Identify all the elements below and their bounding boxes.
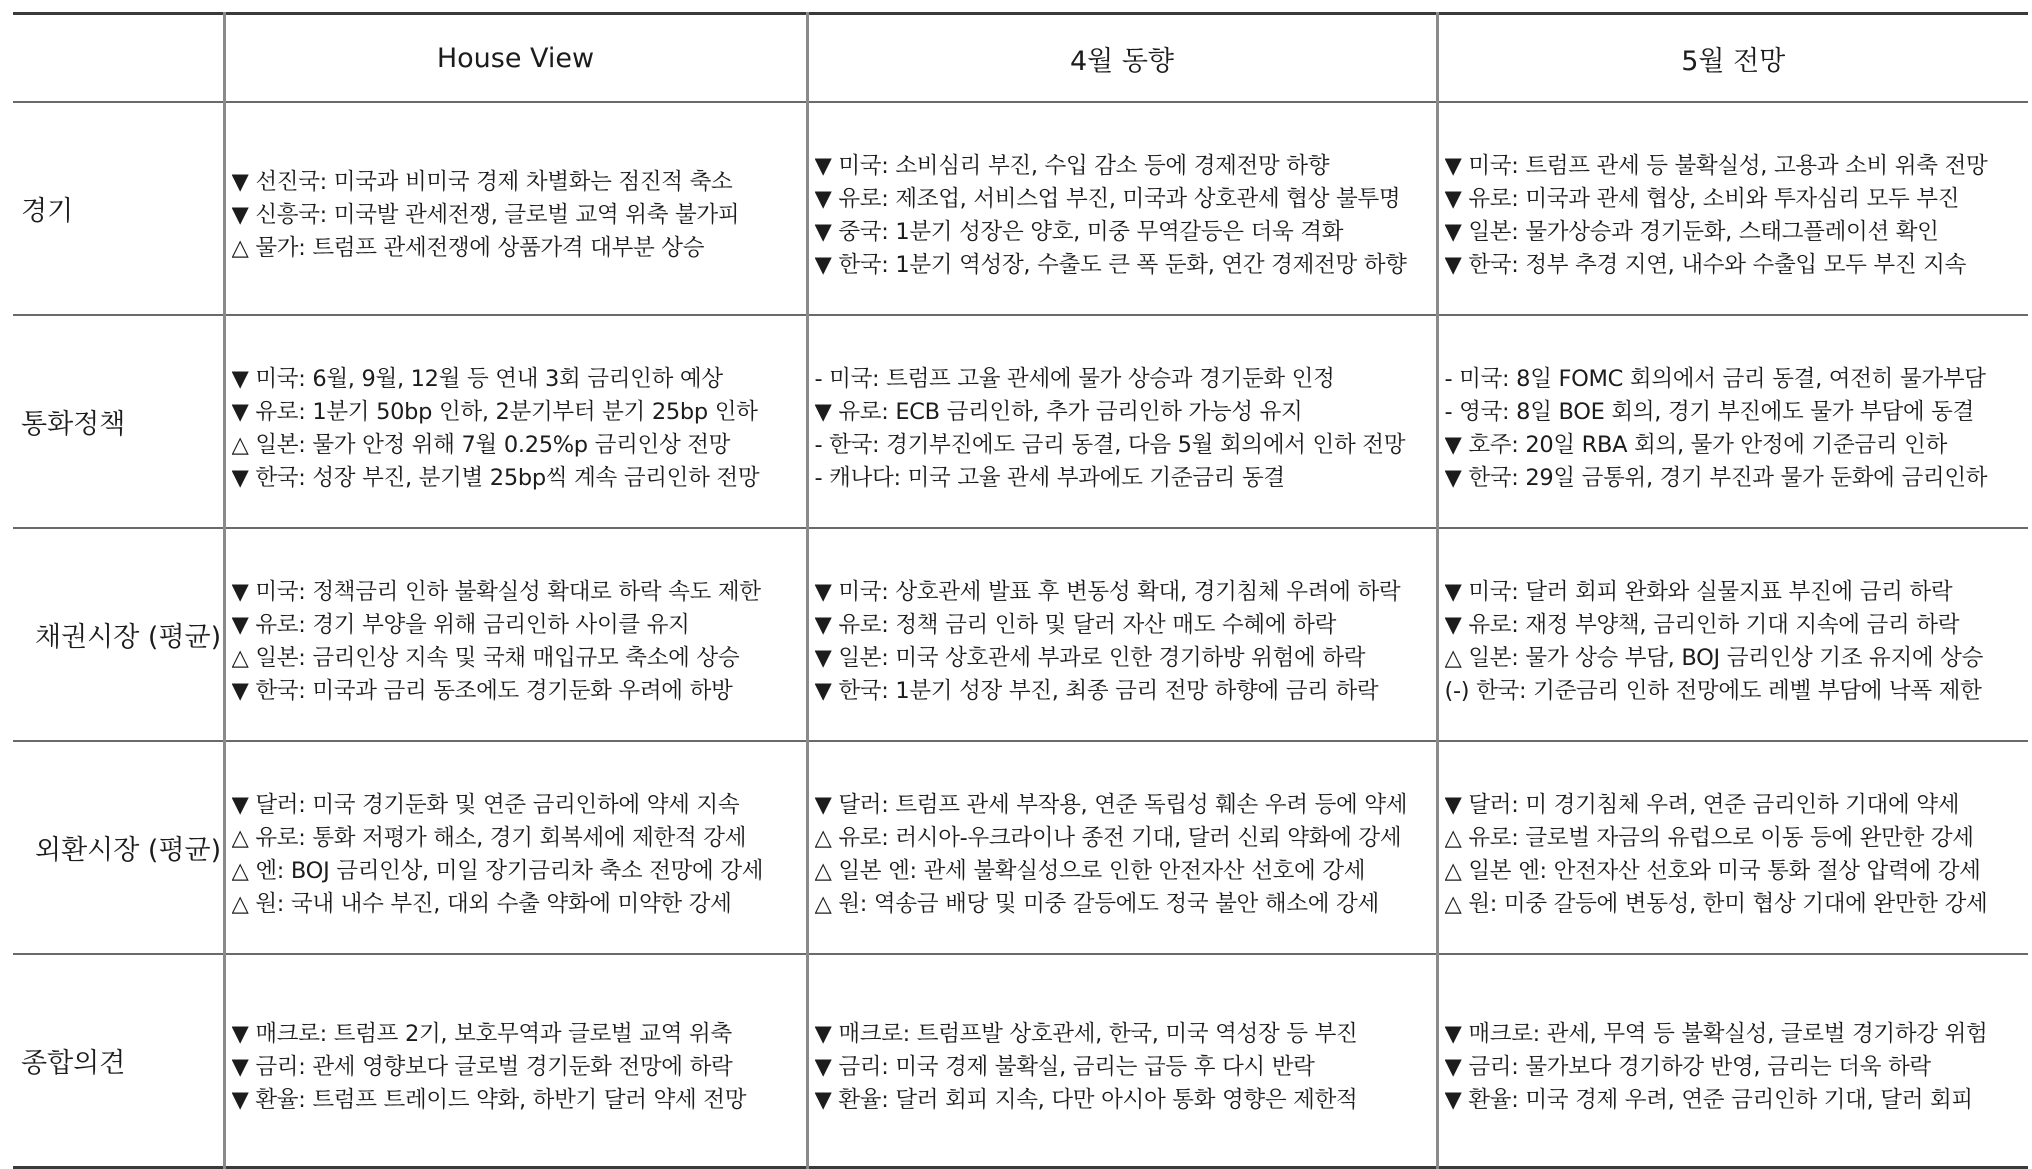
cell-line: △ 원: 국내 내수 부진, 대외 수출 약화에 미약한 강세 xyxy=(231,890,732,917)
cell-line: ▼ 매크로: 트럼프발 상호관세, 한국, 미국 역성장 등 부진 xyxy=(814,1021,1358,1047)
cell-line: ▼ 미국: 달러 회피 완화와 실물지표 부진에 금리 하락 xyxy=(1444,578,1953,605)
cell-line: ▼ 선진국: 미국과 비미국 경제 차별화는 점진적 축소 xyxy=(231,169,733,195)
row-label-summary: 종합의견 xyxy=(21,1048,126,1079)
header-april-trend: 4월 동향 xyxy=(807,14,1437,103)
cell-line: ▼ 환율: 트럼프 트레이드 약화, 하반기 달러 약세 전망 xyxy=(231,1087,747,1113)
header-row xyxy=(13,14,2028,103)
cell-line: ▼ 달러: 트럼프 관세 부작용, 연준 독립성 훼손 우려 등에 약세 xyxy=(814,791,1408,818)
cell-line: ▼ 달러: 미국 경기둔화 및 연준 금리인하에 약세 지속 xyxy=(231,791,740,818)
cell-line: △ 일본: 물가 안정 위해 7월 0.25%p 금리인상 전망 xyxy=(231,431,731,458)
cell-line: ▼ 유로: 1분기 50bp 인하, 2분기부터 분기 25bp 인하 xyxy=(231,398,758,425)
cell-line: ▼ 달러: 미 경기침체 우려, 연준 금리인하 기대에 약세 xyxy=(1444,791,1960,818)
cell-line: ▼ 호주: 20일 RBA 회의, 물가 안정에 기준금리 인하 xyxy=(1444,431,1948,458)
cell-line: △ 일본 엔: 안전자산 선호와 미국 통화 절상 압력에 강세 xyxy=(1444,857,1981,884)
table-cell xyxy=(807,528,1437,741)
table-cell xyxy=(1437,315,2028,528)
cell-line: ▼ 유로: 제조업, 서비스업 부진, 미국과 상호관세 협상 불투명 xyxy=(814,185,1401,212)
header-house-view: House View xyxy=(224,14,807,103)
cell-line: △ 원: 미중 갈등에 변동성, 한미 협상 기대에 완만한 강세 xyxy=(1444,890,1988,917)
cell-line: - 캐나다: 미국 고율 관세 부과에도 기준금리 동결 xyxy=(814,464,1285,491)
cell-line: △ 일본 엔: 관세 불확실성으로 인한 안전자산 선호에 강세 xyxy=(814,857,1366,884)
cell-line: ▼ 환율: 달러 회피 지속, 다만 아시아 통화 영향은 제한적 xyxy=(814,1087,1358,1113)
table-cell xyxy=(807,315,1437,528)
cell-line: △ 물가: 트럼프 관세전쟁에 상품가격 대부분 상승 xyxy=(231,235,705,261)
row-label-monetary-policy: 통화정책 xyxy=(13,315,224,528)
table-cell xyxy=(224,954,807,1168)
cell-line: ▼ 매크로: 관세, 무역 등 불확실성, 글로벌 경기하강 위험 xyxy=(1444,1021,1988,1047)
cell-line: - 미국: 트럼프 고율 관세에 물가 상승과 경기둔화 인정 xyxy=(814,365,1335,392)
table-row xyxy=(13,741,2028,954)
table-cell xyxy=(1437,741,2028,954)
cell-line: ▼ 환율: 미국 경제 우려, 연준 금리인하 기대, 달러 회피 xyxy=(1444,1087,1973,1113)
cell-line: (-) 한국: 기준금리 인하 전망에도 레벨 부담에 낙폭 제한 xyxy=(1444,677,1982,704)
cell-line: ▼ 한국: 29일 금통위, 경기 부진과 물가 둔화에 금리인하 xyxy=(1444,464,1988,491)
cell-line: △ 엔: BOJ 금리인상, 미일 장기금리차 축소 전망에 강세 xyxy=(231,857,764,884)
header-corner xyxy=(13,14,224,103)
cell-line: ▼ 금리: 관세 영향보다 글로벌 경기둔화 전망에 하락 xyxy=(231,1054,733,1080)
table-row xyxy=(13,954,2028,1168)
row-label-economy: 경기 xyxy=(13,102,224,315)
table-row xyxy=(13,315,2028,528)
cell-line: ▼ 금리: 물가보다 경기하강 반영, 금리는 더욱 하락 xyxy=(1444,1054,1931,1080)
table-row xyxy=(13,102,2028,315)
cell-line: ▼ 미국: 소비심리 부진, 수입 감소 등에 경제전망 하향 xyxy=(814,152,1330,179)
cell-line: - 한국: 경기부진에도 금리 동결, 다음 5월 회의에서 인하 전망 xyxy=(814,431,1406,458)
table-cell xyxy=(807,741,1437,954)
table-cell xyxy=(1437,102,2028,315)
cell-line: △ 유로: 글로벌 자금의 유럽으로 이동 등에 완만한 강세 xyxy=(1444,824,1974,851)
cell-line: ▼ 유로: 정책 금리 인하 및 달러 자산 매도 수혜에 하락 xyxy=(814,611,1337,638)
cell-line: ▼ 일본: 미국 상호관세 부과로 인한 경기하방 위험에 하락 xyxy=(814,644,1366,671)
cell-line: ▼ 유로: ECB 금리인하, 추가 금리인하 가능성 유지 xyxy=(814,398,1303,425)
table-cell xyxy=(224,102,807,315)
cell-line: ▼ 유로: 미국과 관세 협상, 소비와 투자심리 모두 부진 xyxy=(1444,185,1960,212)
row-label-fx-market: 외환시장 (평균) xyxy=(13,741,224,954)
row-label-bond-market: 채권시장 (평균) xyxy=(13,528,224,741)
cell-line: ▼ 유로: 경기 부양을 위해 금리인하 사이클 유지 xyxy=(231,611,690,638)
cell-line: ▼ 한국: 정부 추경 지연, 내수와 수출입 모두 부진 지속 xyxy=(1444,251,1967,278)
cell-line: ▼ 미국: 정책금리 인하 불확실성 확대로 하락 속도 제한 xyxy=(231,578,761,605)
cell-line: ▼ 한국: 미국과 금리 동조에도 경기둔화 우려에 하방 xyxy=(231,677,733,704)
cell-line: - 미국: 8일 FOMC 회의에서 금리 동결, 여전히 물가부담 xyxy=(1444,365,1986,392)
table-cell xyxy=(224,315,807,528)
cell-line: - 영국: 8일 BOE 회의, 경기 부진에도 물가 부담에 동결 xyxy=(1444,398,1975,425)
cell-line: ▼ 미국: 6월, 9월, 12월 등 연내 3회 금리인하 예상 xyxy=(231,365,723,392)
table-row xyxy=(13,528,2028,741)
cell-line: △ 유로: 러시아-우크라이나 종전 기대, 달러 신뢰 약화에 강세 xyxy=(814,824,1402,851)
table-cell xyxy=(1437,528,2028,741)
table-cell xyxy=(1437,954,2028,1168)
table-cell xyxy=(807,102,1437,315)
cell-line: △ 원: 역송금 배당 및 미중 갈등에도 정국 불안 해소에 강세 xyxy=(814,890,1379,917)
cell-line: ▼ 신흥국: 미국발 관세전쟁, 글로벌 교역 위축 불가피 xyxy=(231,202,740,228)
cell-line: ▼ 매크로: 트럼프 2기, 보호무역과 글로벌 교역 위축 xyxy=(231,1021,732,1047)
cell-line: ▼ 중국: 1분기 성장은 양호, 미중 무역갈등은 더욱 격화 xyxy=(814,218,1344,245)
cell-line: △ 유로: 통화 저평가 해소, 경기 회복세에 제한적 강세 xyxy=(231,824,747,851)
cell-line: △ 일본: 물가 상승 부담, BOJ 금리인상 기조 유지에 상승 xyxy=(1444,644,1984,671)
table-cell xyxy=(224,741,807,954)
cell-line: ▼ 미국: 트럼프 관세 등 불확실성, 고용과 소비 위축 전망 xyxy=(1444,152,1988,179)
table-cell xyxy=(224,528,807,741)
cell-line: ▼ 한국: 1분기 성장 부진, 최종 금리 전망 하향에 금리 하락 xyxy=(814,677,1379,704)
cell-line: ▼ 일본: 물가상승과 경기둔화, 스태그플레이션 확인 xyxy=(1444,218,1939,245)
cell-line: ▼ 한국: 성장 부진, 분기별 25bp씩 계속 금리인하 전망 xyxy=(231,464,760,491)
table-cell xyxy=(807,954,1437,1168)
header-may-outlook: 5월 전망 xyxy=(1437,14,2028,103)
cell-line: ▼ 금리: 미국 경제 불확실, 금리는 급등 후 다시 반락 xyxy=(814,1054,1315,1080)
cell-line: △ 일본: 금리인상 지속 및 국채 매입규모 축소에 상승 xyxy=(231,644,740,671)
cell-line: ▼ 유로: 재정 부양책, 금리인하 기대 지속에 금리 하락 xyxy=(1444,611,1960,638)
cell-line: ▼ 한국: 1분기 역성장, 수출도 큰 폭 둔화, 연간 경제전망 하향 xyxy=(814,251,1407,278)
outlook-table xyxy=(13,12,2028,1169)
cell-line: ▼ 미국: 상호관세 발표 후 변동성 확대, 경기침체 우려에 하락 xyxy=(814,578,1401,605)
